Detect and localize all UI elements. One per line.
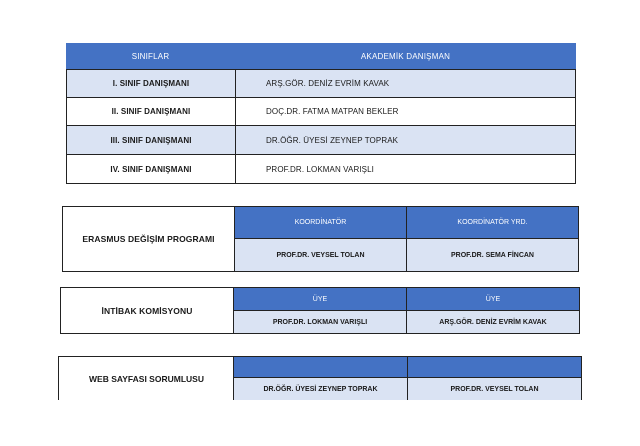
web-member2-header: [407, 356, 582, 378]
web-member1-value: DR.ÖĞR. ÜYESİ ZEYNEP TOPRAK: [233, 377, 408, 400]
advisor-cell-1: ARŞ.GÖR. DENİZ EVRİM KAVAK: [235, 69, 576, 98]
intibak-member2-value: ARŞ.GÖR. DENİZ EVRİM KAVAK: [406, 310, 580, 334]
advisor-cell-3: DR.ÖĞR. ÜYESİ ZEYNEP TOPRAK: [235, 125, 576, 155]
class-cell-4: IV. SINIF DANIŞMANI: [66, 154, 236, 184]
web-member1-header: [233, 356, 408, 378]
web-label: [58, 356, 234, 400]
intibak-member1-value: PROF.DR. LOKMAN VARIŞLI: [233, 310, 407, 334]
erasmus-assistant-value: PROF.DR. SEMA FİNCAN: [406, 238, 579, 272]
erasmus-coordinator-value: PROF.DR. VEYSEL TOLAN: [234, 238, 407, 272]
erasmus-label: ERASMUS DEĞİŞİM PROGRAMI: [62, 206, 235, 272]
web-member2-value: PROF.DR. VEYSEL TOLAN: [407, 377, 582, 400]
intibak-member2-header: ÜYE: [406, 287, 580, 311]
class-cell-2: II. SINIF DANIŞMANI: [66, 97, 236, 126]
advisor-header: AKADEMİK DANIŞMAN: [235, 43, 576, 69]
erasmus-assistant-header: KOORDİNATÖR YRD.: [406, 206, 579, 239]
web-label-text: WEB SAYFASI SORUMLUSU: [89, 373, 204, 384]
intibak-member1-header: ÜYE: [233, 287, 407, 311]
erasmus-coordinator-header: KOORDİNATÖR: [234, 206, 407, 239]
intibak-label: İNTİBAK KOMİSYONU: [60, 287, 234, 334]
class-cell-3: III. SINIF DANIŞMANI: [66, 125, 236, 155]
classes-header: SINIFLAR: [66, 43, 235, 69]
advisor-cell-2: DOÇ.DR. FATMA MATPAN BEKLER: [235, 97, 576, 126]
advisor-cell-4: PROF.DR. LOKMAN VARIŞLI: [235, 154, 576, 184]
class-cell-1: I. SINIF DANIŞMANI: [66, 69, 236, 98]
